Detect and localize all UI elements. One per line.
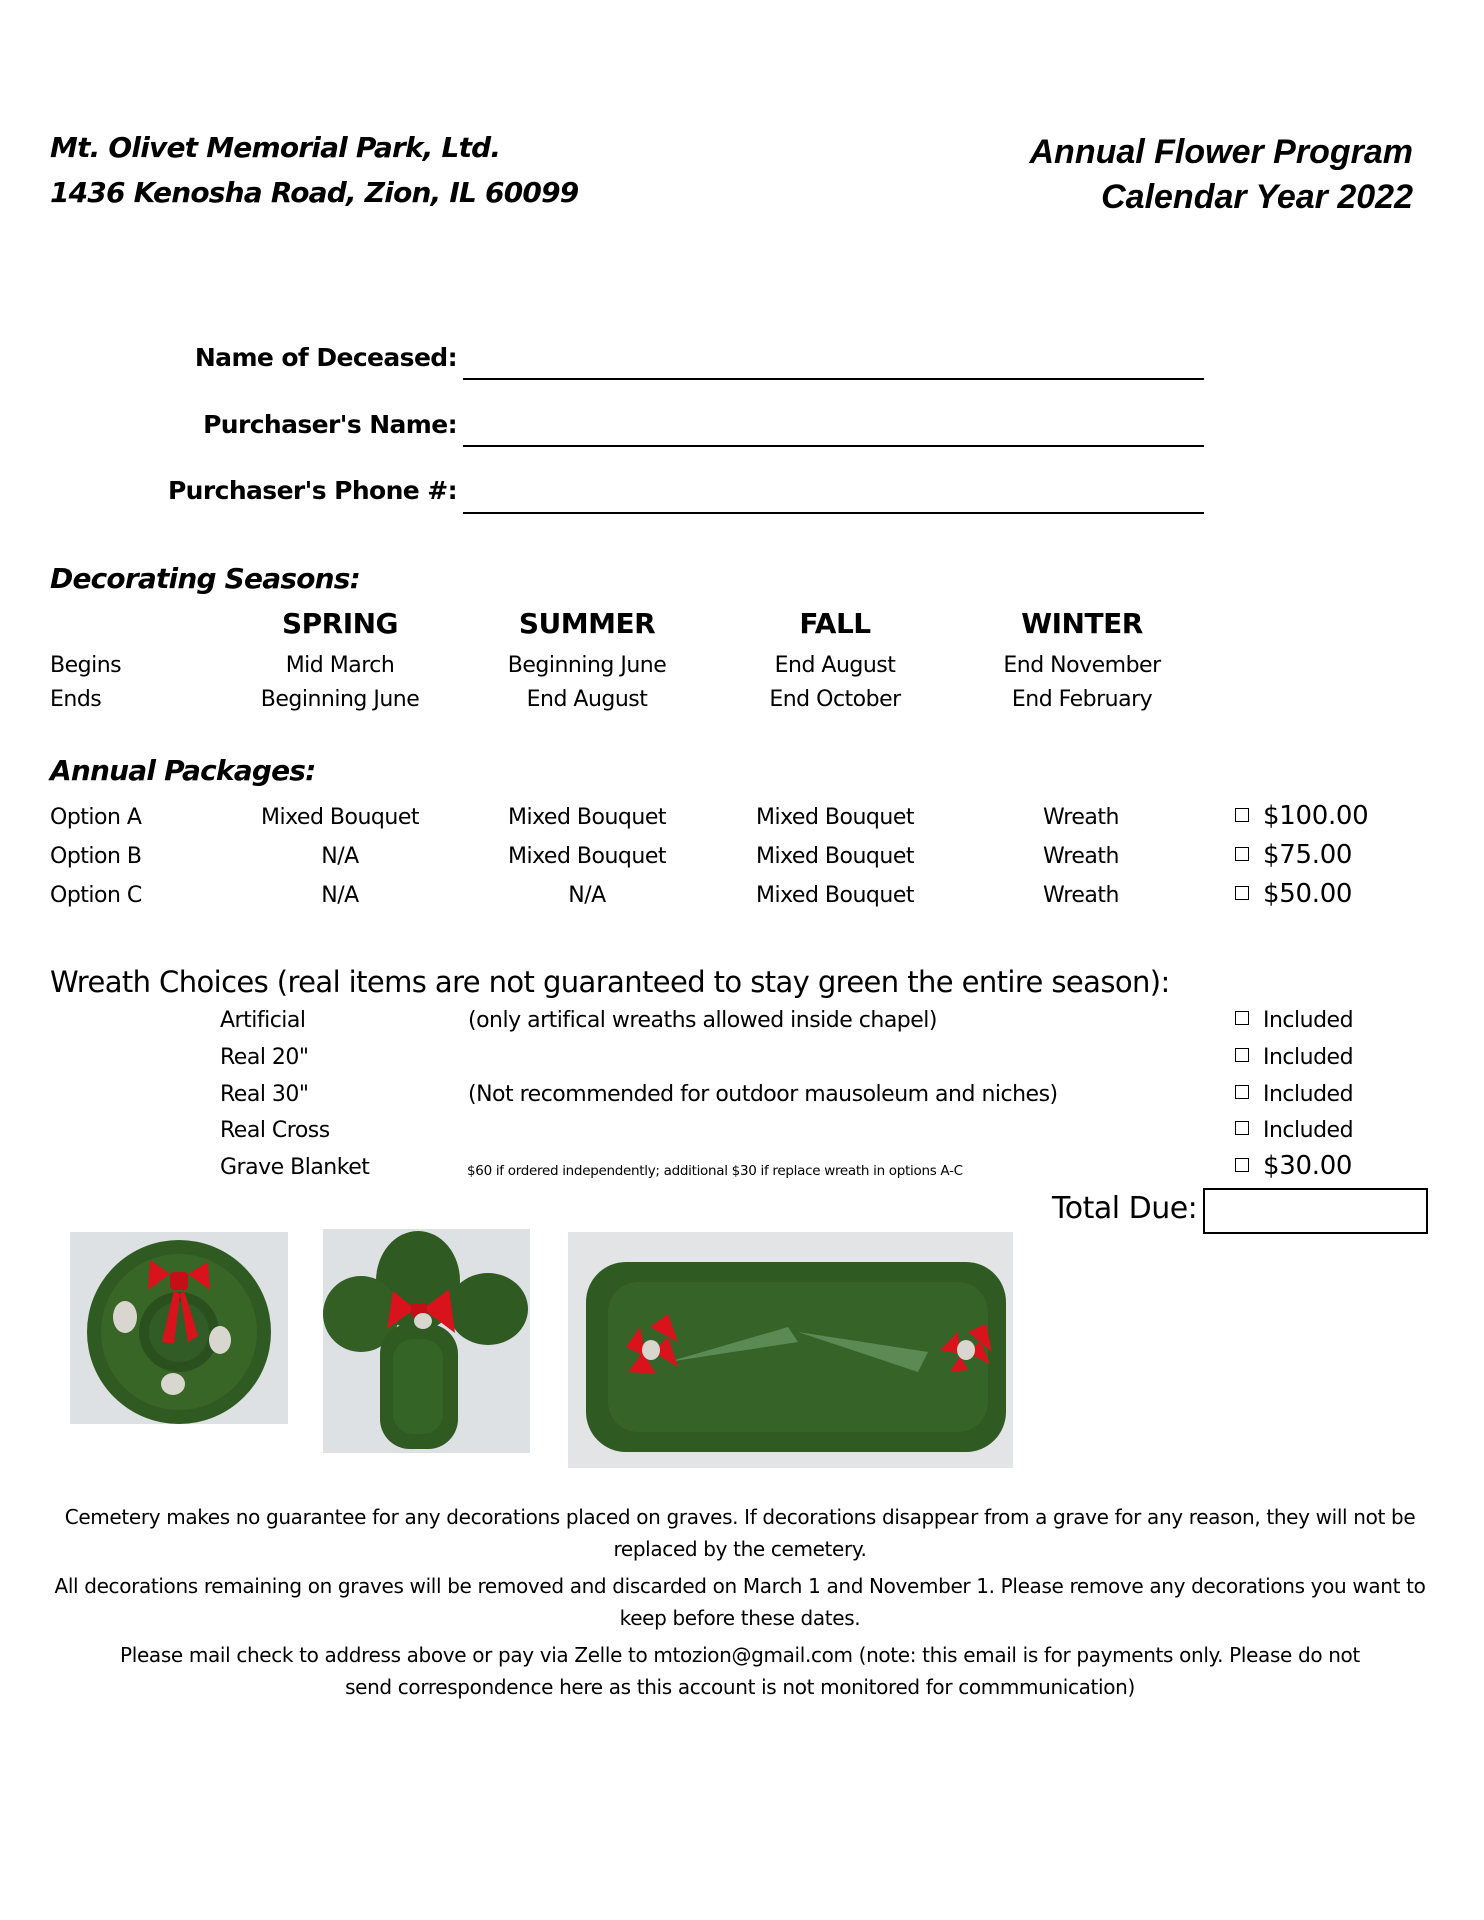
footer-note-payment: Please mail check to address above or pay via Zelle to mtozion@gmail.com (note: this email is for payments only. Please do not send correspondence here as this account is not monitored for commmunication) <box>120 1643 1360 1699</box>
wreath-real30-label: Real 30" <box>220 1082 309 1107</box>
season-fall: FALL <box>799 607 871 640</box>
option-c-summer: N/A <box>568 883 606 908</box>
summer-begins: Beginning June <box>507 653 667 678</box>
purchaser-name-field[interactable] <box>463 445 1204 447</box>
checkbox-icon[interactable] <box>1235 1085 1249 1099</box>
checkbox-icon[interactable] <box>1235 847 1249 861</box>
purchaser-phone-label: Purchaser's Phone #: <box>167 476 457 505</box>
option-b-label: Option B <box>50 844 142 869</box>
option-a-summer: Mixed Bouquet <box>508 805 666 830</box>
checkbox-icon[interactable] <box>1235 1158 1249 1172</box>
cross-photo <box>323 1229 530 1453</box>
grave-blanket-note: $60 if ordered independently; additional $30 if replace wreath in options A-C <box>467 1163 963 1179</box>
option-c-spring: N/A <box>321 883 359 908</box>
total-due-label: Total Due: <box>1052 1191 1198 1226</box>
wreath-image-icon <box>70 1232 288 1424</box>
season-spring: SPRING <box>281 607 399 640</box>
wreath-realcross-price: Included <box>1263 1118 1354 1143</box>
option-b-fall: Mixed Bouquet <box>756 844 914 869</box>
wreath-choices-heading: Wreath Choices (real items are not guaranteed to stay green the entire season): <box>50 965 1170 999</box>
wreath-artificial-select[interactable] <box>1235 1010 1353 1032</box>
program-title: Annual Flower Program <box>1029 133 1413 171</box>
checkbox-icon[interactable] <box>1235 886 1249 900</box>
option-c-fall: Mixed Bouquet <box>756 883 914 908</box>
wreath-photo <box>70 1232 288 1424</box>
wreath-artificial-price: Included <box>1263 1008 1354 1033</box>
packages-heading: Annual Packages: <box>50 754 316 787</box>
option-c-winter: Wreath <box>1043 883 1119 908</box>
wreath-real30-price: Included <box>1263 1082 1354 1107</box>
winter-ends: End February <box>1011 687 1153 712</box>
wreath-realcross-select[interactable] <box>1235 1120 1353 1142</box>
option-b-spring: N/A <box>321 844 359 869</box>
wreath-real20-label: Real 20" <box>220 1045 309 1070</box>
option-c-price: $50.00 <box>1263 879 1353 909</box>
option-b-price: $75.00 <box>1263 840 1353 870</box>
option-b-summer: Mixed Bouquet <box>508 844 666 869</box>
footer-note-guarantee: Cemetery makes no guarantee for any decorations placed on graves. If decorations disappear from a grave for any reason, they will not be replaced by the cemetery. <box>64 1505 1416 1561</box>
seasons-heading: Decorating Seasons: <box>50 562 361 595</box>
footer-note-removal: All decorations remaining on graves will be removed and discarded on March 1 and November 1. Please remove any decorations you want to keep before these dates. <box>54 1574 1426 1630</box>
summer-ends: End August <box>526 687 648 712</box>
ends-label: Ends <box>50 687 102 712</box>
total-due-field[interactable] <box>1203 1188 1428 1234</box>
fall-begins: End August <box>774 653 896 678</box>
purchaser-name-label: Purchaser's Name: <box>203 410 457 439</box>
deceased-name-label: Name of Deceased: <box>194 343 457 372</box>
org-name: Mt. Olivet Memorial Park, Ltd. <box>50 131 501 164</box>
begins-label: Begins <box>50 653 122 678</box>
program-year: Calendar Year 2022 <box>1101 178 1413 216</box>
option-a-select[interactable] <box>1235 803 1368 829</box>
deceased-name-field[interactable] <box>463 378 1204 380</box>
checkbox-icon[interactable] <box>1235 1121 1249 1135</box>
season-summer: SUMMER <box>518 607 656 640</box>
option-c-label: Option C <box>50 883 142 908</box>
checkbox-icon[interactable] <box>1235 1048 1249 1062</box>
wreath-artificial-note: (only artifical wreaths allowed inside chapel) <box>468 1008 938 1033</box>
wreath-real30-note: (Not recommended for outdoor mausoleum and niches) <box>468 1082 1058 1107</box>
wreath-real30-select[interactable] <box>1235 1084 1353 1106</box>
spring-ends: Beginning June <box>260 687 420 712</box>
grave-blanket-image-icon <box>568 1232 1013 1468</box>
wreath-real20-price: Included <box>1263 1045 1354 1070</box>
org-address: 1436 Kenosha Road, Zion, IL 60099 <box>50 176 579 209</box>
option-c-select[interactable] <box>1235 881 1352 907</box>
wreath-real20-select[interactable] <box>1235 1047 1353 1069</box>
option-a-fall: Mixed Bouquet <box>756 805 914 830</box>
cross-image-icon <box>323 1229 530 1453</box>
checkbox-icon[interactable] <box>1235 1011 1249 1025</box>
winter-begins: End November <box>1003 653 1161 678</box>
season-winter: WINTER <box>1021 607 1143 640</box>
wreath-artificial-label: Artificial <box>220 1008 306 1033</box>
option-a-winter: Wreath <box>1043 805 1119 830</box>
spring-begins: Mid March <box>285 653 395 678</box>
option-b-winter: Wreath <box>1043 844 1119 869</box>
grave-blanket-label: Grave Blanket <box>220 1155 370 1180</box>
option-a-price: $100.00 <box>1263 801 1369 831</box>
option-a-spring: Mixed Bouquet <box>261 805 419 830</box>
grave-blanket-select[interactable] <box>1235 1153 1352 1179</box>
grave-blanket-price: $30.00 <box>1263 1151 1353 1181</box>
purchaser-phone-field[interactable] <box>463 512 1204 514</box>
grave-blanket-photo <box>568 1232 1013 1468</box>
fall-ends: End October <box>769 687 901 712</box>
option-a-label: Option A <box>50 805 142 830</box>
checkbox-icon[interactable] <box>1235 808 1249 822</box>
option-b-select[interactable] <box>1235 842 1352 868</box>
wreath-realcross-label: Real Cross <box>220 1118 330 1143</box>
